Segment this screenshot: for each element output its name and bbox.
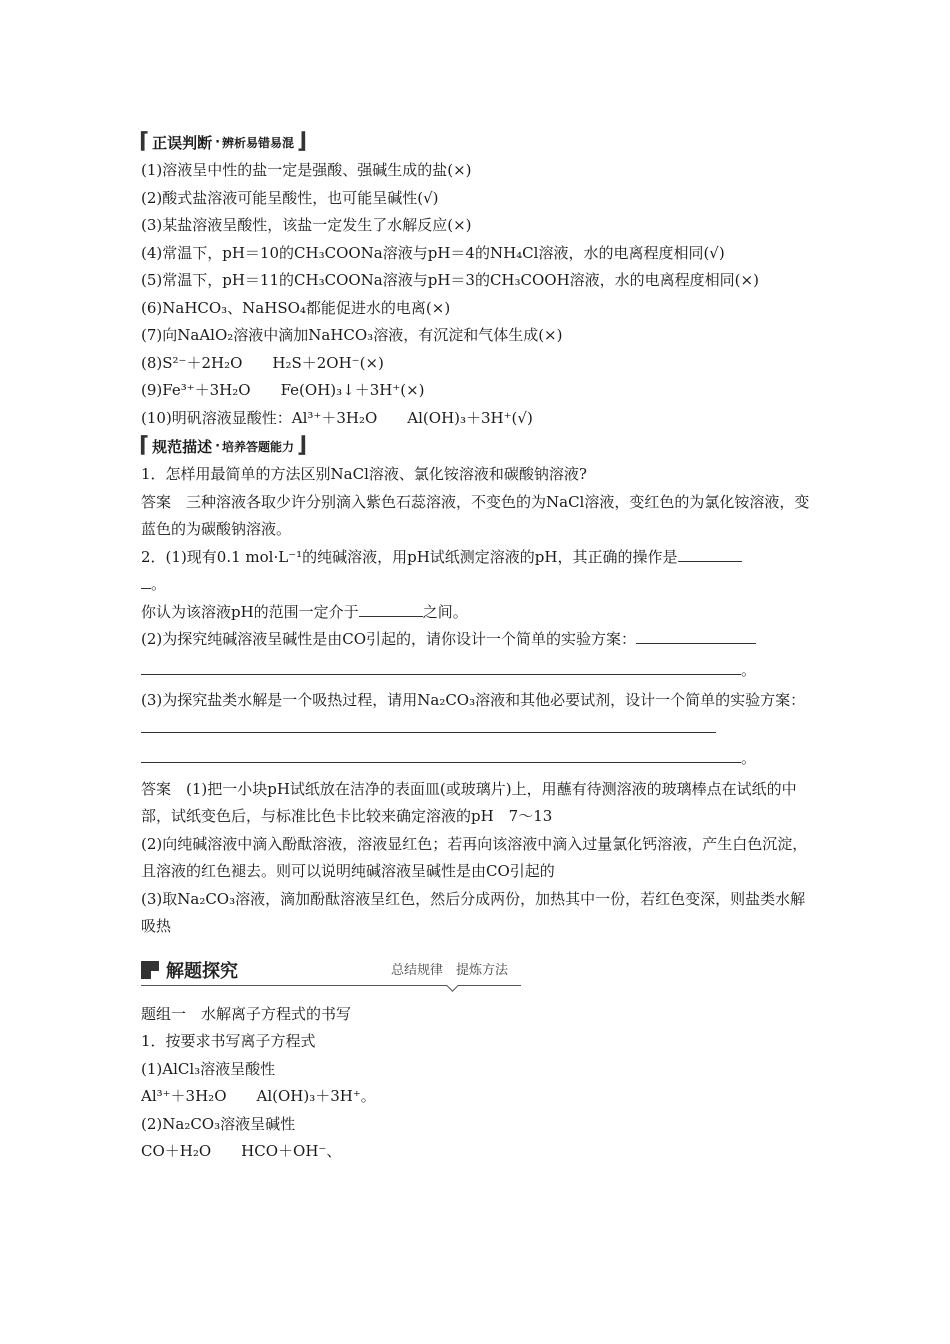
section-header-description (139, 434, 307, 458)
notch-icon (446, 979, 459, 992)
plan-blank-2[interactable] (141, 716, 716, 733)
explore-tagline: 总结规律 提炼方法 (391, 962, 509, 978)
left-bracket-icon: ⌈ (139, 129, 150, 154)
judgment-item-3: (3)某盐溶液呈酸性，该盐一定发生了水解反应(×) (141, 216, 472, 234)
question-2-range: 你认为该溶液pH的范围一定介于 之间。 (141, 599, 811, 627)
judgment-item-10: (10)明矾溶液显酸性：Al³⁺＋3H₂O Al(OH)₃＋3H⁺(√) (141, 408, 533, 427)
judgment-list (141, 157, 811, 432)
answer-2-part-2: (2)向纯碱溶液中滴入酚酞溶液，溶液显红色；若再向该溶液中滴入过量氯化钙溶液，产生白色沉淀，且溶液的红色褪去。则可以说明纯碱溶液呈碱性是由CO引起的 (141, 834, 808, 880)
section-title-dot: · (215, 438, 221, 454)
plan-blank-2-line[interactable] (141, 742, 741, 763)
left-bracket-icon: ⌈ (139, 433, 150, 458)
explore-title: 解题探究 (166, 960, 238, 982)
question-2-part-3-cont: 。 (141, 742, 811, 773)
group-question-1: 1．按要求书写离子方程式 (141, 1032, 316, 1050)
judgment-item-8: (8)S²⁻＋2H₂O H₂S＋2OH⁻(×) (141, 353, 384, 372)
judgment-item-1: (1)溶液呈中性的盐一定是强酸、强碱生成的盐(×) (141, 161, 472, 179)
right-bracket-icon: ⌋ (297, 129, 308, 154)
sub-question-b: (2)Na₂CO₃溶液呈碱性 (141, 1114, 296, 1133)
section-subtitle: 培养答题能力 (222, 439, 295, 454)
question-1: 1．怎样用最简单的方法区别NaCl溶液、氯化铵溶液和碳酸钠溶液? (141, 465, 587, 483)
question-2-part-1-cont: 。 (141, 571, 811, 599)
section-title-dot: · (215, 134, 221, 150)
answer-blank[interactable] (678, 545, 742, 562)
section-title: 规范描述 (152, 437, 213, 456)
section-subtitle: 辨析易错易混 (222, 135, 295, 150)
group-title: 题组一 水解离子方程式的书写 (141, 1004, 352, 1023)
judgment-item-6: (6)NaHCO₃、NaHSO₄都能促进水的电离(×) (141, 298, 451, 317)
question-2-part-2: (2)为探究纯碱溶液呈碱性是由CO引起的，请你设计一个简单的实验方案： (141, 626, 811, 654)
answer-2-part-1: 答案 (1)把一小块pH试纸放在洁净的表面皿(或玻璃片)上，用蘸有待测溶液的玻璃棒点在试纸的中部，试纸变色后，与标准比色卡比较来确定溶液的pH 7～13 (141, 779, 797, 825)
answer-blank-cont[interactable] (141, 572, 151, 589)
answer-1: 答案 三种溶液各取少许分别滴入紫色石蕊溶液，不变色的为NaCl溶液，变红色的为氯化铵溶液，变蓝色的为碳酸钠溶液。 (141, 492, 810, 538)
right-bracket-icon: ⌋ (297, 433, 308, 458)
section-header-judgment (139, 130, 307, 154)
answer-2-part-3: (3)取Na₂CO₃溶液，滴加酚酞溶液呈红色，然后分成两份，加热其中一份，若红色变深，则盐类水解吸热 (141, 889, 806, 935)
judgment-item-7: (7)向NaAlO₂溶液中滴加NaHCO₃溶液，有沉淀和气体生成(×) (141, 326, 563, 344)
header-rule (141, 985, 521, 986)
section-title: 正误判断 (152, 133, 213, 152)
judgment-item-5: (5)常温下，pH＝11的CH₃COONa溶液与pH＝3的CH₃COOH溶液，水的电离程度相同(×) (141, 271, 759, 289)
square-icon (141, 961, 159, 979)
question-2-part-1 (141, 544, 811, 572)
plan-blank-line[interactable] (141, 654, 741, 675)
sub-answer-a: Al³⁺＋3H₂O Al(OH)₃＋3H⁺。 (141, 1087, 376, 1105)
question-2-part-3: (3)为探究盐类水解是一个吸热过程，请用Na₂CO₃溶液和其他必要试剂，设计一个简单的实验方案： (141, 687, 811, 742)
judgment-item-9: (9)Fe³⁺＋3H₂O Fe(OH)₃↓＋3H⁺(×) (141, 381, 425, 399)
page-content (141, 128, 811, 1166)
sub-answer-b: CO＋H₂O HCO＋OH⁻、 (141, 1142, 342, 1160)
plan-blank[interactable] (636, 627, 756, 644)
question-2-part-2-cont: 。 (141, 654, 811, 685)
sub-question-a: (1)AlCl₃溶液呈酸性 (141, 1059, 276, 1078)
judgment-item-2: (2)酸式盐溶液可能呈酸性，也可能呈碱性(√) (141, 188, 439, 207)
range-blank[interactable] (359, 600, 423, 617)
judgment-item-4: (4)常温下，pH＝10的CH₃COONa溶液与pH＝4的NH₄Cl溶液，水的电离程度相同(√) (141, 243, 725, 262)
explore-header (141, 955, 521, 995)
question-2-part-1-text: 2．(1)现有0.1 mol·L⁻¹的纯碱溶液，用pH试纸测定溶液的pH，其正确的操作是 (141, 547, 678, 566)
